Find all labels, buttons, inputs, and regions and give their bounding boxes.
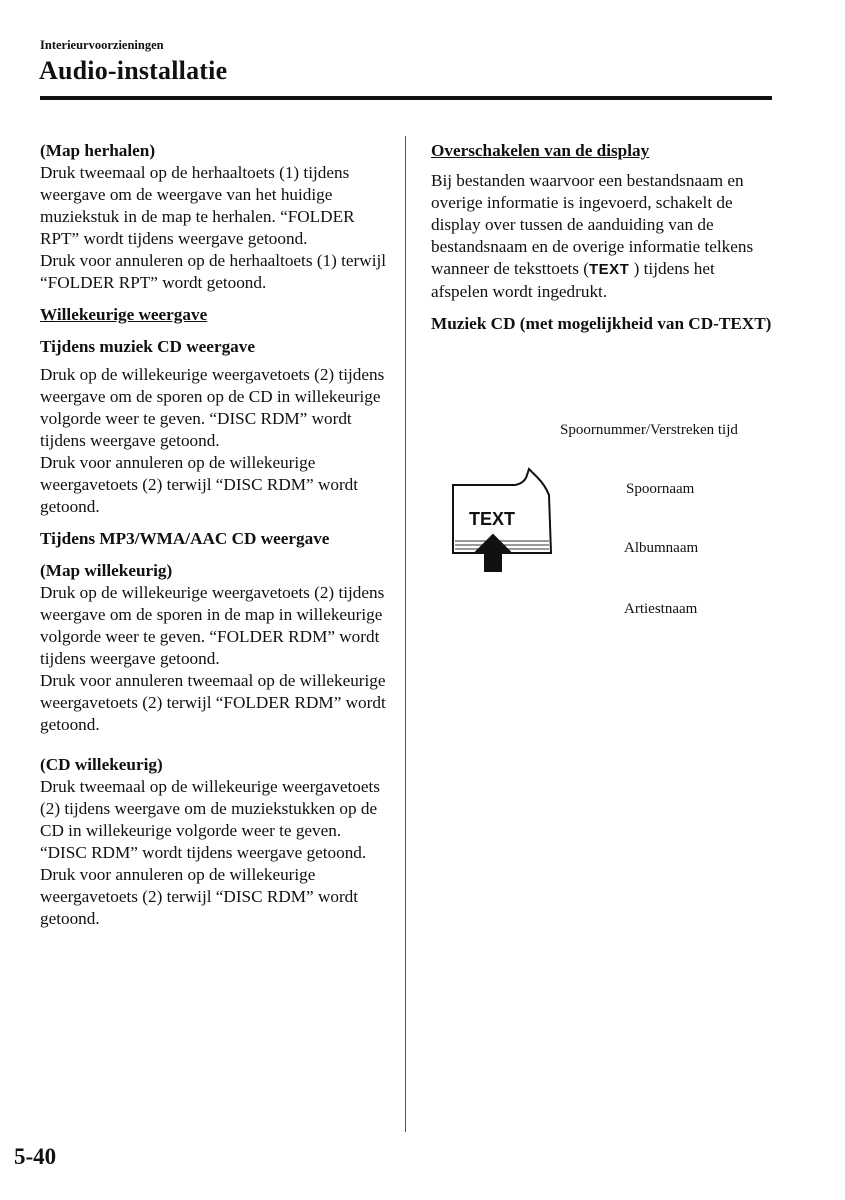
display-label-album-name: Albumnaam — [624, 540, 699, 556]
map-willekeurig-paragraph-1: Druk op de willekeurige weergavetoets (2) tijdens weergave om de sporen in de map in willekeurige volgorde weer te geven. “FOLDER RDM” wordt tijdens weergave getoond. — [40, 583, 385, 668]
column-divider — [405, 136, 406, 1132]
display-label-track-name: Spoornaam — [626, 481, 695, 497]
text-button-label: TEXT — [468, 509, 516, 529]
muziek-cd-paragraph-1: Druk op de willekeurige weergavetoets (2) tijdens weergave om de sporen op de CD in willekeurige volgorde weer te geven. “DISC RDM” wordt tijdens weergave getoond. — [40, 365, 385, 450]
display-paragraph-end: ) tijdens het afspelen wordt ingedrukt. — [431, 259, 715, 301]
muziek-cd-paragraph-2: Druk voor annuleren op de willekeurige weergavetoets (2) terwijl “DISC RDM” wordt getoond. — [40, 453, 359, 516]
display-label-track-number: Spoornummer/Verstreken tijd — [560, 422, 738, 438]
map-willekeurig-paragraph-2: Druk voor annuleren tweemaal op de willekeurige weergavetoets (2) terwijl “FOLDER RDM” wordt getoond. — [40, 671, 386, 734]
display-paragraph — [431, 170, 776, 303]
cd-willekeurig-paragraph-2: Druk voor annuleren op de willekeurige weergavetoets (2) terwijl “DISC RDM” wordt getoond. — [40, 865, 359, 928]
willekeurige-weergave-heading: Willekeurige weergave — [40, 305, 208, 324]
map-herhalen-heading: (Map herhalen) — [40, 141, 156, 160]
section-label: Interieurvoorzieningen — [40, 38, 164, 52]
display-heading: Overschakelen van de display — [431, 141, 650, 160]
mp3-heading: Tijdens MP3/WMA/AAC CD weergave — [40, 529, 330, 548]
left-column — [40, 140, 390, 930]
page-title: Audio-installatie — [39, 56, 228, 85]
cd-willekeurig-heading: (CD willekeurig) — [40, 755, 163, 774]
text-key-symbol: TEXT — [588, 261, 630, 278]
map-willekeurig-heading: (Map willekeurig) — [40, 561, 173, 580]
text-button-diagram — [430, 405, 780, 635]
text-button-illustration — [445, 465, 575, 645]
display-label-artist-name: Artiestnaam — [624, 601, 698, 617]
muziek-cd-text-heading: Muziek CD (met mogelijkheid van CD-TEXT) — [431, 314, 772, 333]
title-rule — [40, 96, 772, 100]
cd-willekeurig-paragraph-1: Druk tweemaal op de willekeurige weergavetoets (2) tijdens weergave om de muziekstukken op de CD in willekeurige volgorde weer te geven. “DISC RDM” wordt tijdens weergave getoond. — [40, 777, 380, 862]
muziek-cd-heading: Tijdens muziek CD weergave — [40, 337, 255, 356]
display-paragraph-start: Bij bestanden waarvoor een bestandsnaam en overige informatie is ingevoerd, schakelt de display over tussen de aanduiding van de bestandsnaam en de overige informatie telkens wanneer de teksttoets ( — [431, 171, 754, 278]
map-herhalen-paragraph-2: Druk voor annuleren op de herhaaltoets (1) terwijl “FOLDER RPT” wordt getoond. — [40, 251, 387, 292]
page-number: 5-40 — [14, 1144, 57, 1169]
right-column — [431, 140, 776, 335]
map-herhalen-paragraph-1: Druk tweemaal op de herhaaltoets (1) tijdens weergave om de weergave van het huidige muziekstuk in de map te herhalen. “FOLDER RPT” wordt tijdens weergave getoond. — [40, 163, 355, 248]
